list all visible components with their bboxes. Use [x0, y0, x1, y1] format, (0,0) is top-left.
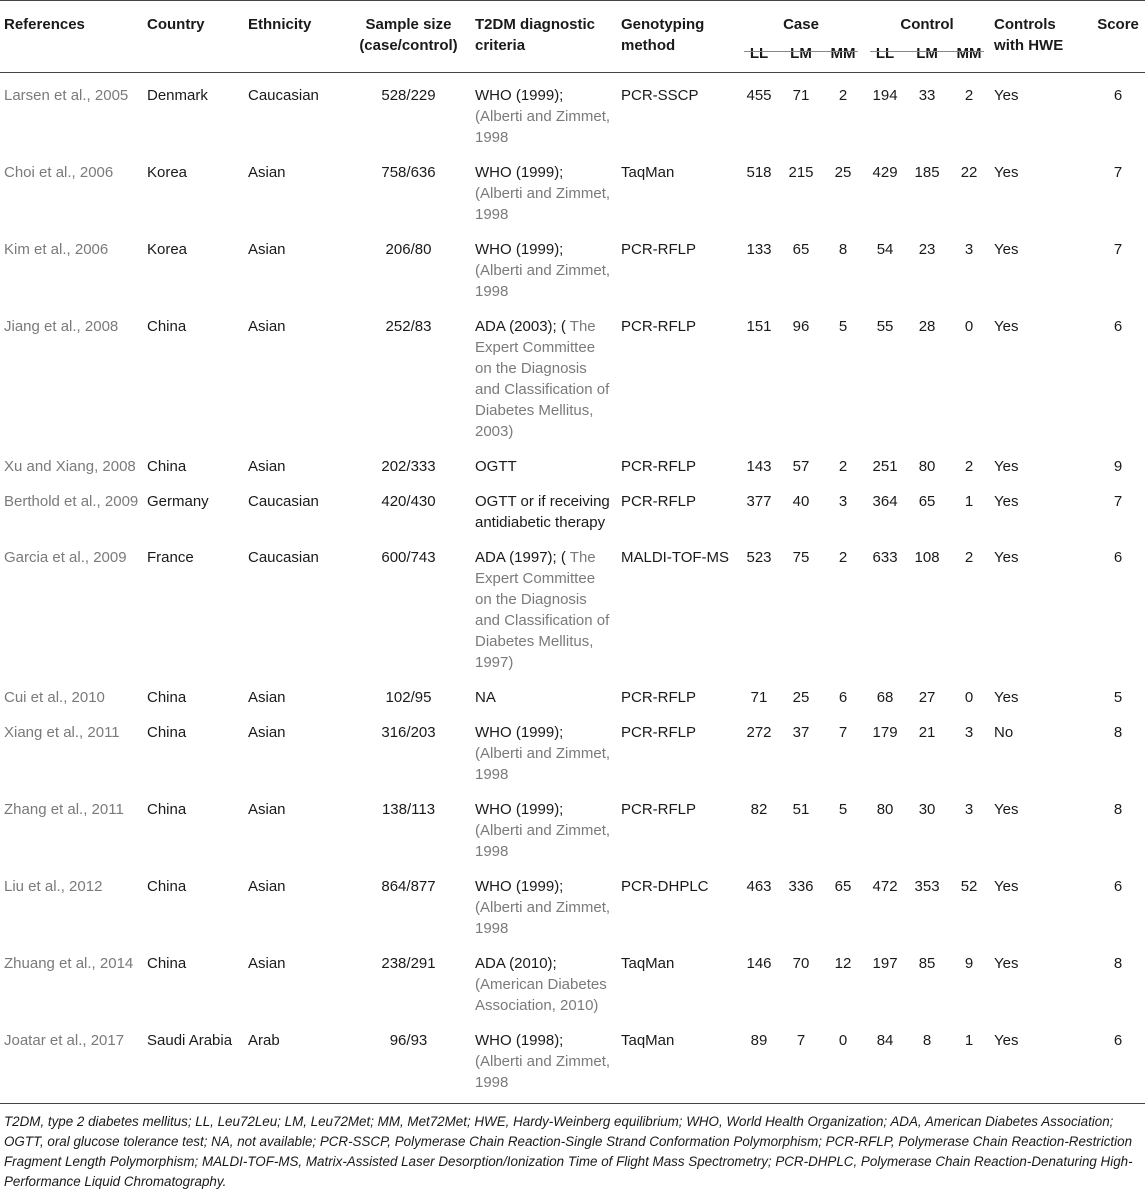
cell-control-ll: 472: [872, 878, 898, 895]
cell-case-lm: 75: [792, 549, 810, 566]
cell-country: Denmark: [147, 87, 208, 104]
cell-score: 6: [1113, 318, 1123, 335]
criteria-text: WHO (1999);: [475, 724, 564, 741]
subheader-case-2: MM: [830, 45, 856, 62]
header-control: Control: [900, 16, 954, 33]
criteria-text: OGTT: [475, 458, 517, 475]
cell-control-lm: 65: [918, 493, 936, 510]
criteria-citation-link[interactable]: (Alberti and Zimmet, 1998: [475, 899, 611, 937]
subheader-case-0: LL: [749, 45, 769, 62]
cell-ethnicity: Arab: [248, 1032, 280, 1049]
cell-sample-size: 238/291: [381, 955, 436, 972]
cell-hwe: Yes: [994, 689, 1019, 706]
cell-reference[interactable]: Joatar et al., 2017: [4, 1032, 125, 1049]
cell-genotyping: PCR-SSCP: [621, 87, 699, 104]
cell-hwe: Yes: [994, 1032, 1019, 1049]
cell-control-ll: 194: [872, 87, 898, 104]
cell-case-mm: 25: [834, 164, 852, 181]
subheader-control-4: LM: [916, 45, 938, 62]
cell-sample-size: 206/80: [385, 241, 432, 258]
control-group-rule: [870, 51, 984, 52]
cell-control-ll: 84: [876, 1032, 894, 1049]
cell-criteria: [471, 73, 617, 156]
criteria-text: ADA (2003); (: [475, 318, 566, 335]
cell-reference[interactable]: Cui et al., 2010: [4, 689, 105, 706]
cell-criteria: [471, 540, 617, 680]
cell-case-mm: 65: [834, 878, 852, 895]
table-row: [0, 309, 1145, 449]
table-header: [0, 1, 1145, 73]
criteria-citation-link[interactable]: (Alberti and Zimmet, 1998: [475, 185, 611, 223]
table-row: [0, 792, 1145, 869]
table-row: [0, 449, 1145, 484]
cell-control-mm: 9: [964, 955, 974, 972]
cell-case-mm: 2: [838, 549, 848, 566]
cell-control-lm: 8: [922, 1032, 932, 1049]
table-row: [0, 540, 1145, 680]
cell-ethnicity: Caucasian: [248, 493, 319, 510]
cell-control-mm: 2: [964, 87, 974, 104]
cell-genotyping: PCR-DHPLC: [621, 878, 709, 895]
cell-case-mm: 3: [838, 493, 848, 510]
header-case-group: [738, 1, 864, 36]
header-genotyping: Genotyping method: [621, 16, 705, 54]
cell-control-ll: 197: [872, 955, 898, 972]
cell-score: 9: [1113, 458, 1123, 475]
cell-ethnicity: Caucasian: [248, 87, 319, 104]
cell-hwe: Yes: [994, 458, 1019, 475]
cell-reference[interactable]: Zhuang et al., 2014: [4, 955, 134, 972]
cell-hwe: Yes: [994, 164, 1019, 181]
criteria-text: WHO (1999);: [475, 164, 564, 181]
cell-case-lm: 96: [792, 318, 810, 335]
cell-control-lm: 85: [918, 955, 936, 972]
cell-country: China: [147, 878, 187, 895]
criteria-text: WHO (1999);: [475, 801, 564, 818]
case-group-rule: [744, 51, 858, 52]
criteria-citation-link[interactable]: (Alberti and Zimmet, 1998: [475, 745, 611, 783]
cell-score: 6: [1113, 1032, 1123, 1049]
cell-hwe: Yes: [994, 955, 1019, 972]
cell-score: 8: [1113, 724, 1123, 741]
cell-score: 6: [1113, 878, 1123, 895]
cell-criteria: [471, 1023, 617, 1104]
cell-sample-size: 96/93: [389, 1032, 428, 1049]
table-row: [0, 73, 1145, 156]
cell-case-lm: 25: [792, 689, 810, 706]
criteria-text: ADA (2010);: [475, 955, 557, 972]
cell-case-lm: 71: [792, 87, 810, 104]
table-row: [0, 715, 1145, 792]
cell-case-mm: 5: [838, 318, 848, 335]
table-footnote: T2DM, type 2 diabetes mellitus; LL, Leu72Leu; LM, Leu72Met; MM, Met72Met; HWE, Hardy-Weinberg equilibrium; WHO, World Health Organization; ADA, American Diabetes Association; OGTT, oral glucose tolerance test; NA, not available; PCR-SSCP, Polymerase Chain Reaction-Single Strand Conformation Polymorphism; PCR-RFLP, Polymerase Chain Reaction-Restriction Fragment Length Polymorphism; MALDI-TOF-MS, Matrix-Assisted Laser Desorption/Ionization Time of Flight Mass Spectrometry; PCR-DHPLC, Polymerase Chain Reaction-Denaturing High-Performance Liquid Chromatography.: [4, 1114, 1133, 1189]
cell-criteria: [471, 946, 617, 1023]
cell-sample-size: 420/430: [381, 493, 436, 510]
criteria-text: WHO (1999);: [475, 87, 564, 104]
cell-hwe: Yes: [994, 549, 1019, 566]
cell-control-mm: 3: [964, 724, 974, 741]
criteria-citation-link[interactable]: (American Diabetes Association, 2010): [475, 976, 607, 1014]
table-row: [0, 946, 1145, 1023]
cell-case-ll: 133: [746, 241, 772, 258]
cell-control-lm: 28: [918, 318, 936, 335]
cell-case-ll: 143: [746, 458, 772, 475]
cell-genotyping: PCR-RFLP: [621, 801, 697, 818]
cell-control-mm: 0: [964, 689, 974, 706]
criteria-text: WHO (1999);: [475, 241, 564, 258]
cell-score: 8: [1113, 955, 1123, 972]
cell-control-mm: 2: [964, 549, 974, 566]
cell-control-lm: 353: [914, 878, 940, 895]
cell-case-lm: 215: [788, 164, 814, 181]
cell-reference[interactable]: Liu et al., 2012: [4, 878, 103, 895]
cell-score: 5: [1113, 689, 1123, 706]
cell-reference[interactable]: Choi et al., 2006: [4, 164, 114, 181]
cell-case-lm: 65: [792, 241, 810, 258]
cell-hwe: Yes: [994, 241, 1019, 258]
cell-control-ll: 179: [872, 724, 898, 741]
cell-control-mm: 1: [964, 493, 974, 510]
cell-case-ll: 455: [746, 87, 772, 104]
criteria-citation-link[interactable]: The Expert Committee on the Diagnosis and Classification of Diabetes Mellitus, 2003): [475, 318, 610, 440]
cell-genotyping: PCR-RFLP: [621, 493, 697, 510]
table-row: [0, 1023, 1145, 1104]
cell-criteria: [471, 155, 617, 232]
criteria-text: NA: [475, 689, 496, 706]
cell-case-ll: 272: [746, 724, 772, 741]
cell-country: China: [147, 955, 187, 972]
header-sample-size: Sample size (case/control): [359, 16, 458, 54]
cell-ethnicity: Asian: [248, 801, 286, 818]
cell-score: 7: [1113, 241, 1123, 258]
table-row: [0, 155, 1145, 232]
cell-case-lm: 336: [788, 878, 814, 895]
cell-genotyping: PCR-RFLP: [621, 458, 697, 475]
cell-sample-size: 102/95: [385, 689, 432, 706]
cell-control-lm: 33: [918, 87, 936, 104]
cell-score: 7: [1113, 164, 1123, 181]
cell-criteria: [471, 869, 617, 946]
cell-score: 6: [1113, 87, 1123, 104]
cell-country: China: [147, 801, 187, 818]
cell-case-ll: 71: [750, 689, 768, 706]
cell-control-lm: 21: [918, 724, 936, 741]
cell-genotyping: TaqMan: [621, 1032, 675, 1049]
cell-criteria: [471, 449, 617, 484]
criteria-text: OGTT or if receiving antidiabetic therapy: [475, 493, 610, 531]
cell-control-lm: 185: [914, 164, 940, 181]
cell-criteria: [471, 232, 617, 309]
criteria-citation-link[interactable]: The Expert Committee on the Diagnosis and Classification of Diabetes Mellitus, 1997): [475, 549, 610, 671]
cell-reference[interactable]: Xiang et al., 2011: [4, 724, 120, 741]
cell-case-lm: 7: [796, 1032, 806, 1049]
cell-control-mm: 52: [960, 878, 978, 895]
criteria-citation-link[interactable]: (Alberti and Zimmet, 1998: [475, 1053, 611, 1091]
header-criteria: T2DM diagnostic criteria: [475, 16, 596, 54]
cell-case-lm: 40: [792, 493, 810, 510]
cell-hwe: Yes: [994, 801, 1019, 818]
header-hwe: Controls with HWE: [994, 16, 1064, 54]
cell-sample-size: 864/877: [381, 878, 436, 895]
cell-country: China: [147, 724, 187, 741]
cell-case-ll: 151: [746, 318, 772, 335]
cell-hwe: No: [994, 724, 1014, 741]
header-case: Case: [783, 16, 819, 33]
cell-case-mm: 0: [838, 1032, 848, 1049]
cell-genotyping: TaqMan: [621, 955, 675, 972]
cell-hwe: Yes: [994, 493, 1019, 510]
cell-genotyping: PCR-RFLP: [621, 318, 697, 335]
criteria-text: WHO (1998);: [475, 1032, 564, 1049]
cell-country: France: [147, 549, 194, 566]
cell-ethnicity: Asian: [248, 241, 286, 258]
cell-control-mm: 0: [964, 318, 974, 335]
cell-case-lm: 51: [792, 801, 810, 818]
cell-control-ll: 68: [876, 689, 894, 706]
cell-case-lm: 57: [792, 458, 810, 475]
cell-ethnicity: Asian: [248, 458, 286, 475]
cell-country: Korea: [147, 164, 188, 181]
cell-case-mm: 2: [838, 87, 848, 104]
cell-case-ll: 146: [746, 955, 772, 972]
cell-reference[interactable]: Garcia et al., 2009: [4, 549, 127, 566]
cell-ethnicity: Asian: [248, 318, 286, 335]
cell-criteria: [471, 715, 617, 792]
cell-genotyping: PCR-RFLP: [621, 689, 697, 706]
cell-sample-size: 528/229: [381, 87, 436, 104]
header-score: Score: [1097, 16, 1139, 33]
cell-score: 8: [1113, 801, 1123, 818]
cell-ethnicity: Asian: [248, 955, 286, 972]
header-ethnicity: Ethnicity: [248, 16, 312, 33]
cell-country: Korea: [147, 241, 188, 258]
table-row: [0, 680, 1145, 715]
cell-control-mm: 22: [960, 164, 978, 181]
cell-case-ll: 463: [746, 878, 772, 895]
cell-reference[interactable]: Xu and Xiang, 2008: [4, 458, 136, 475]
cell-sample-size: 252/83: [385, 318, 432, 335]
cell-genotyping: PCR-RFLP: [621, 724, 697, 741]
cell-case-lm: 37: [792, 724, 810, 741]
cell-case-ll: 89: [750, 1032, 768, 1049]
cell-ethnicity: Caucasian: [248, 549, 319, 566]
cell-score: 6: [1113, 549, 1123, 566]
cell-control-ll: 80: [876, 801, 894, 818]
cell-genotyping: MALDI-TOF-MS: [621, 549, 730, 566]
cell-sample-size: 758/636: [381, 164, 436, 181]
cell-control-ll: 429: [872, 164, 898, 181]
cell-case-mm: 2: [838, 458, 848, 475]
cell-criteria: [471, 792, 617, 869]
cell-ethnicity: Asian: [248, 724, 286, 741]
cell-reference[interactable]: Berthold et al., 2009: [4, 493, 139, 510]
cell-reference[interactable]: Zhang et al., 2011: [4, 801, 124, 818]
cell-control-lm: 27: [918, 689, 936, 706]
cell-case-ll: 82: [750, 801, 768, 818]
cell-control-lm: 80: [918, 458, 936, 475]
cell-case-mm: 5: [838, 801, 848, 818]
criteria-citation-link[interactable]: (Alberti and Zimmet, 1998: [475, 108, 611, 146]
cell-hwe: Yes: [994, 878, 1019, 895]
criteria-text: WHO (1999);: [475, 878, 564, 895]
cell-control-lm: 23: [918, 241, 936, 258]
header-country: Country: [147, 16, 205, 33]
cell-criteria: [471, 309, 617, 449]
table-row: [0, 232, 1145, 309]
cell-reference[interactable]: Kim et al., 2006: [4, 241, 109, 258]
header-references: References: [4, 16, 85, 33]
cell-sample-size: 316/203: [381, 724, 436, 741]
header-control-group: [864, 1, 990, 36]
cell-case-lm: 70: [792, 955, 810, 972]
cell-case-ll: 523: [746, 549, 772, 566]
cell-country: China: [147, 318, 187, 335]
cell-control-ll: 633: [872, 549, 898, 566]
cell-control-lm: 30: [918, 801, 936, 818]
cell-country: Germany: [147, 493, 209, 510]
table-row: [0, 484, 1145, 540]
cell-case-mm: 6: [838, 689, 848, 706]
criteria-citation-link[interactable]: (Alberti and Zimmet, 1998: [475, 262, 611, 300]
subheader-control-5: MM: [956, 45, 982, 62]
cell-genotyping: TaqMan: [621, 164, 675, 181]
table-body: [0, 73, 1145, 1104]
cell-sample-size: 600/743: [381, 549, 436, 566]
cell-reference[interactable]: Jiang et al., 2008: [4, 318, 119, 335]
criteria-citation-link[interactable]: (Alberti and Zimmet, 1998: [475, 822, 611, 860]
cell-control-mm: 1: [964, 1032, 974, 1049]
cell-control-ll: 55: [876, 318, 894, 335]
criteria-text: ADA (1997); (: [475, 549, 566, 566]
cell-ethnicity: Asian: [248, 689, 286, 706]
cell-country: China: [147, 689, 187, 706]
cell-control-ll: 54: [876, 241, 894, 258]
cell-case-mm: 8: [838, 241, 848, 258]
cell-control-mm: 3: [964, 801, 974, 818]
table-row: [0, 869, 1145, 946]
cell-country: China: [147, 458, 187, 475]
cell-criteria: [471, 484, 617, 540]
cell-country: Saudi Arabia: [147, 1032, 233, 1049]
cell-hwe: Yes: [994, 318, 1019, 335]
cell-control-ll: 364: [872, 493, 898, 510]
cell-sample-size: 202/333: [381, 458, 436, 475]
cell-control-mm: 2: [964, 458, 974, 475]
cell-case-mm: 12: [834, 955, 852, 972]
cell-control-mm: 3: [964, 241, 974, 258]
subheader-control-3: LL: [875, 45, 895, 62]
subheader-case-1: LM: [790, 45, 812, 62]
cell-case-ll: 518: [746, 164, 772, 181]
cell-ethnicity: Asian: [248, 164, 286, 181]
cell-control-ll: 251: [872, 458, 898, 475]
cell-case-mm: 7: [838, 724, 848, 741]
cell-score: 7: [1113, 493, 1123, 510]
cell-hwe: Yes: [994, 87, 1019, 104]
cell-reference[interactable]: Larsen et al., 2005: [4, 87, 129, 104]
cell-genotyping: PCR-RFLP: [621, 241, 697, 258]
cell-control-lm: 108: [914, 549, 940, 566]
cell-sample-size: 138/113: [381, 801, 436, 818]
cell-criteria: [471, 680, 617, 715]
cell-ethnicity: Asian: [248, 878, 286, 895]
cell-case-ll: 377: [746, 493, 772, 510]
